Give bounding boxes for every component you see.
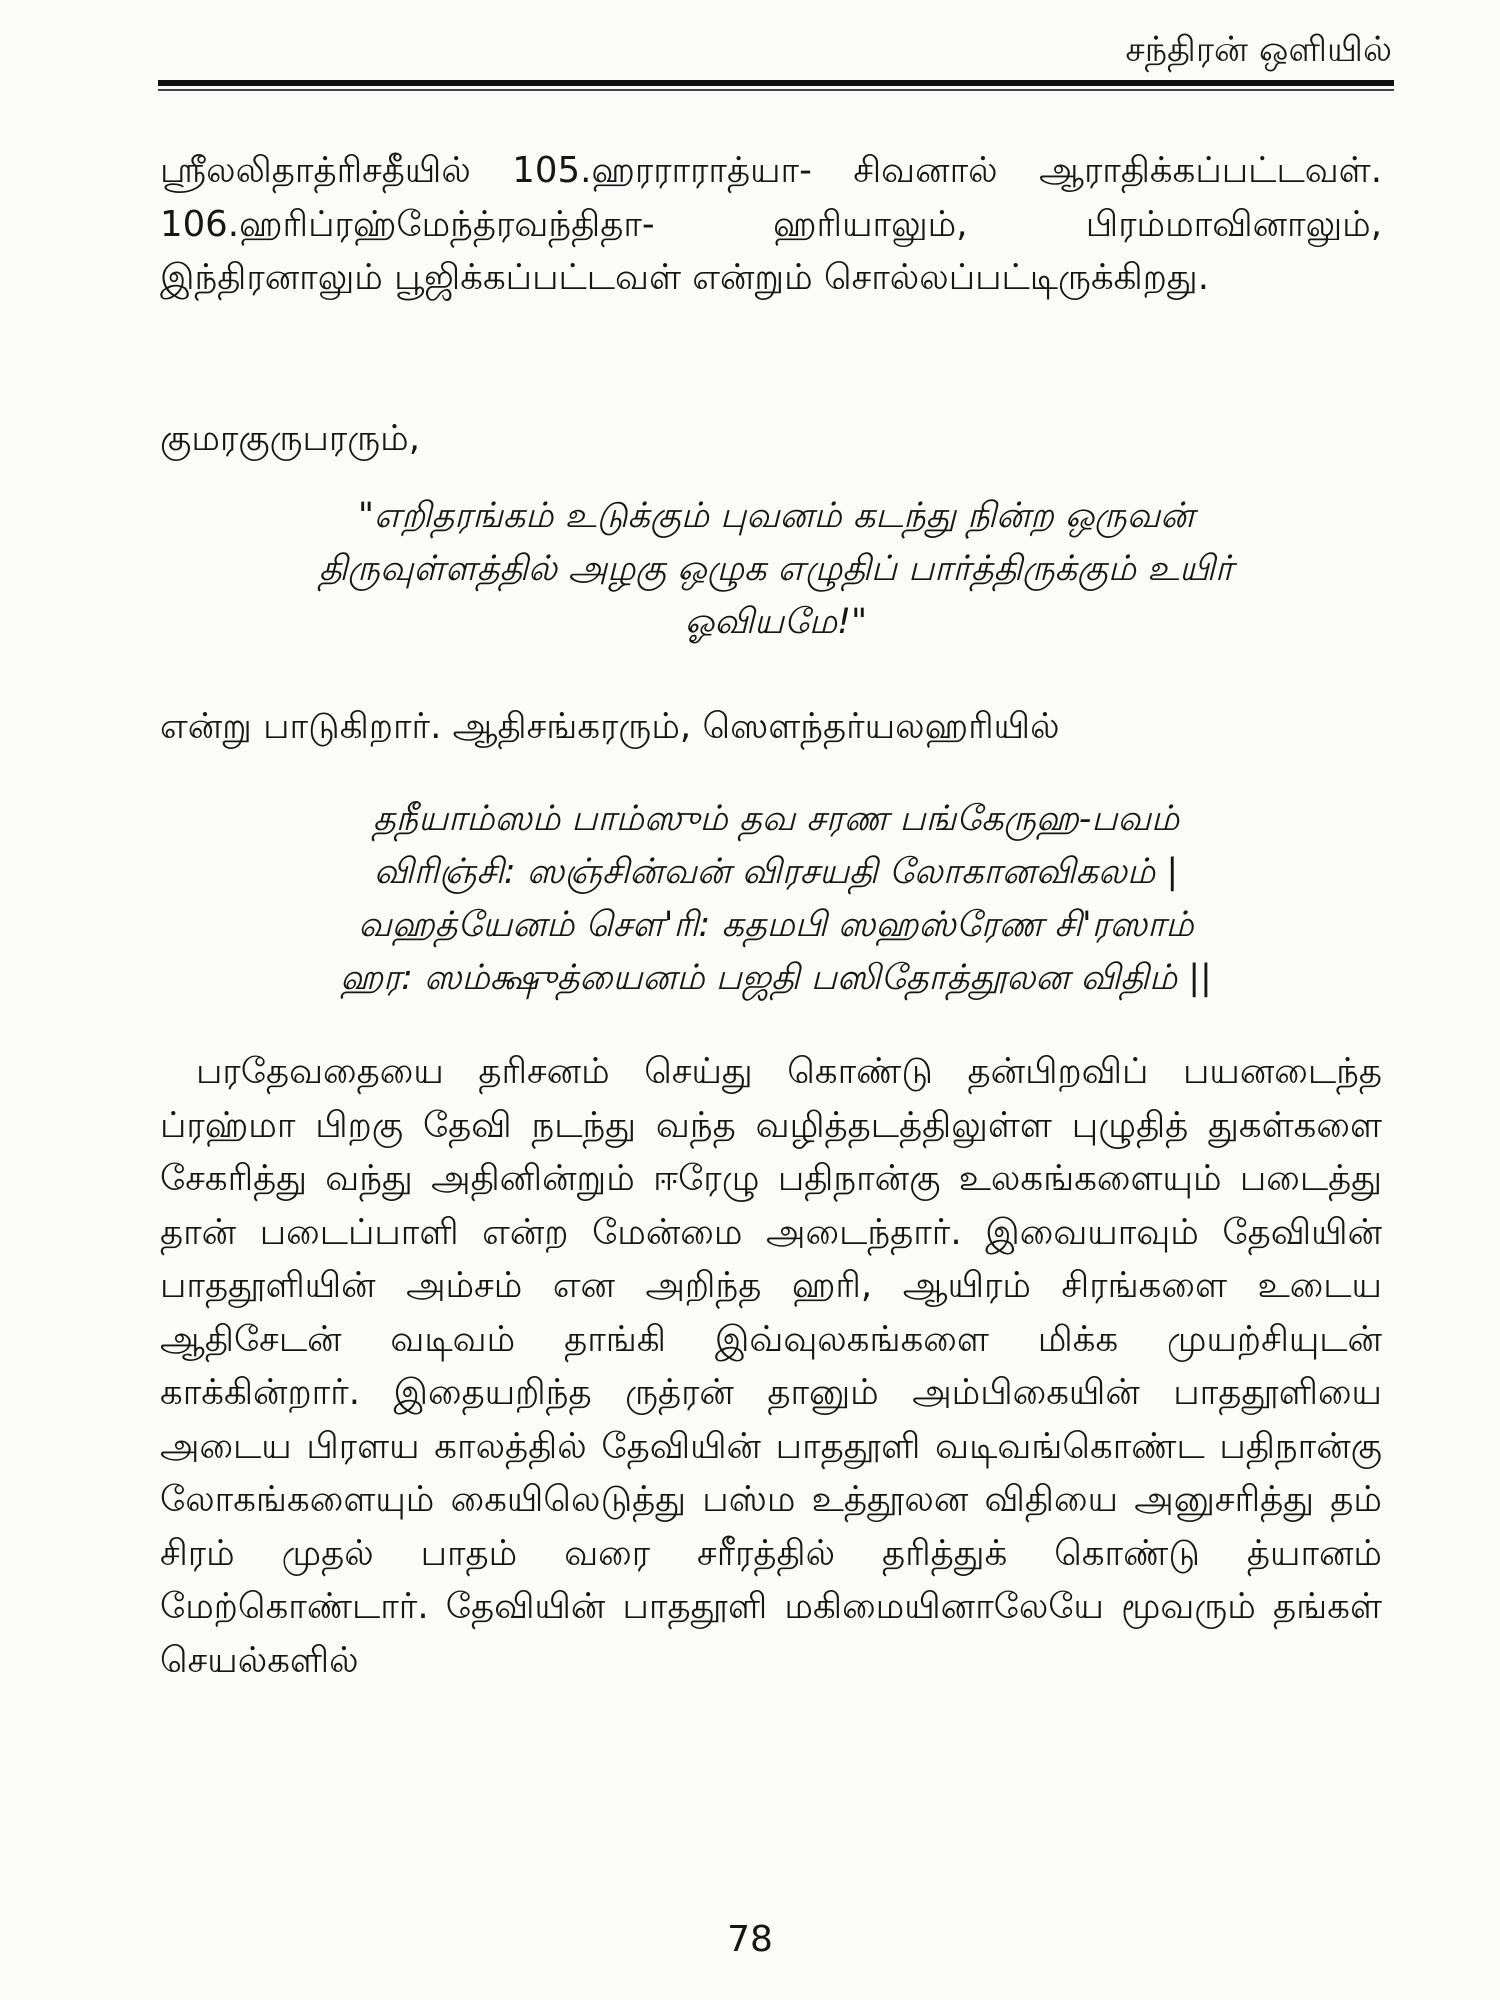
verse-line: ஓவியமே!" bbox=[684, 602, 868, 642]
paragraph-lalitha-trishati bbox=[160, 144, 1382, 305]
header-rule bbox=[158, 80, 1394, 86]
paragraph-text: பரதேவதையை தரிசனம் செய்து கொண்டு தன்பிறவிப் பயனடைந்த ப்ரஹ்மா பிறகு தேவி நடந்து வந்த வழித்தடத்திலுள்ள புழுதித் துகள்களை சேகரித்து வந்து அதினின்றும் ஈரேழு பதிநான்கு உலகங்களையும் படைத்து தான் படைப்பாளி என்ற மேன்மை அடைந்தார். இவையாவும் தேவியின் பாததூளியின் அம்சம் என அறிந்த ஹரி, ஆயிரம் சிரங்களை உடைய ஆதிசேடன் வடிவம் தாங்கி இவ்வுலகங்களை மிக்க முயற்சியுடன் காக்கின்றார். இதையறிந்த ருத்ரன் தானும் அம்பிகையின் பாததூளியை அடைய பிரளய காலத்தில் தேவியின் பாததூளி வடிவங்கொண்ட பதிநான்கு லோகங்களையும் கையிலெடுத்து பஸ்ம உத்தூலன விதியை அனுசரித்து தம் சிரம் முதல் பாதம் வரை சரீரத்தில் தரித்துக் கொண்டு த்யானம் மேற்கொண்டார். தேவியின் பாததூளி மகிமையினாலேயே மூவரும் தங்கள் செயல்களில் bbox=[160, 1051, 1382, 1681]
verse-line: "எறிதரங்கம் உடுக்கும் புவனம் கடந்து நின்ற ஒருவன் bbox=[357, 496, 1195, 536]
verse-line: திருவுள்ளத்தில் அழகு ஒழுக எழுதிப் பார்த்திருக்கும் உயிர் bbox=[318, 549, 1234, 589]
paragraph-text: குமரகுருபரரும், bbox=[160, 418, 420, 459]
paragraph-text: ஸ்ரீலலிதாத்ரிசதீயில் 105.ஹரராராத்யா- சிவனால் ஆராதிக்கப்பட்டவள். 106.ஹரிப்ரஹ்மேந்த்ரவந்திதா- ஹரியாலும், பிரம்மாவினாலும், இந்திரனாலும் பூஜிக்கப்பட்டவள் என்றும் சொல்லப்பட்டிருக்கிறது. bbox=[160, 150, 1382, 298]
verse-line: வஹத்யேனம் சௌ'ரி: கதமபி ஸஹஸ்ரேண சி'ரஸாம் bbox=[358, 905, 1194, 945]
verse-quote-kumaraguruparar bbox=[170, 490, 1382, 649]
verse-line: விரிஞ்சி: ஸஞ்சின்வன் விரசயதி லோகானவிகலம் | bbox=[373, 852, 1179, 892]
verse-line: தநீயாம்ஸம் பாம்ஸும் தவ சரண பங்கேருஹ-பவம் bbox=[372, 799, 1180, 839]
verse-quote-soundarya-lahari bbox=[170, 793, 1382, 1005]
paragraph-text: என்று பாடுகிறார். ஆதிசங்கரரும், ஸௌந்தர்யலஹரியில் bbox=[160, 706, 1060, 747]
running-head-title: சந்திரன் ஒளியில் bbox=[1125, 30, 1392, 70]
paragraph-adi-shankara bbox=[160, 700, 1382, 754]
page-number: 78 bbox=[727, 1919, 773, 1960]
paragraph-kumaraguruparar bbox=[160, 412, 1382, 466]
paragraph-paradevatha bbox=[160, 1045, 1382, 1687]
verse-line: ஹர: ஸம்க்ஷுத்யைனம் பஜதி பஸிதோத்தூலன விதிம் || bbox=[340, 958, 1212, 998]
header-rule-thin bbox=[158, 89, 1394, 91]
